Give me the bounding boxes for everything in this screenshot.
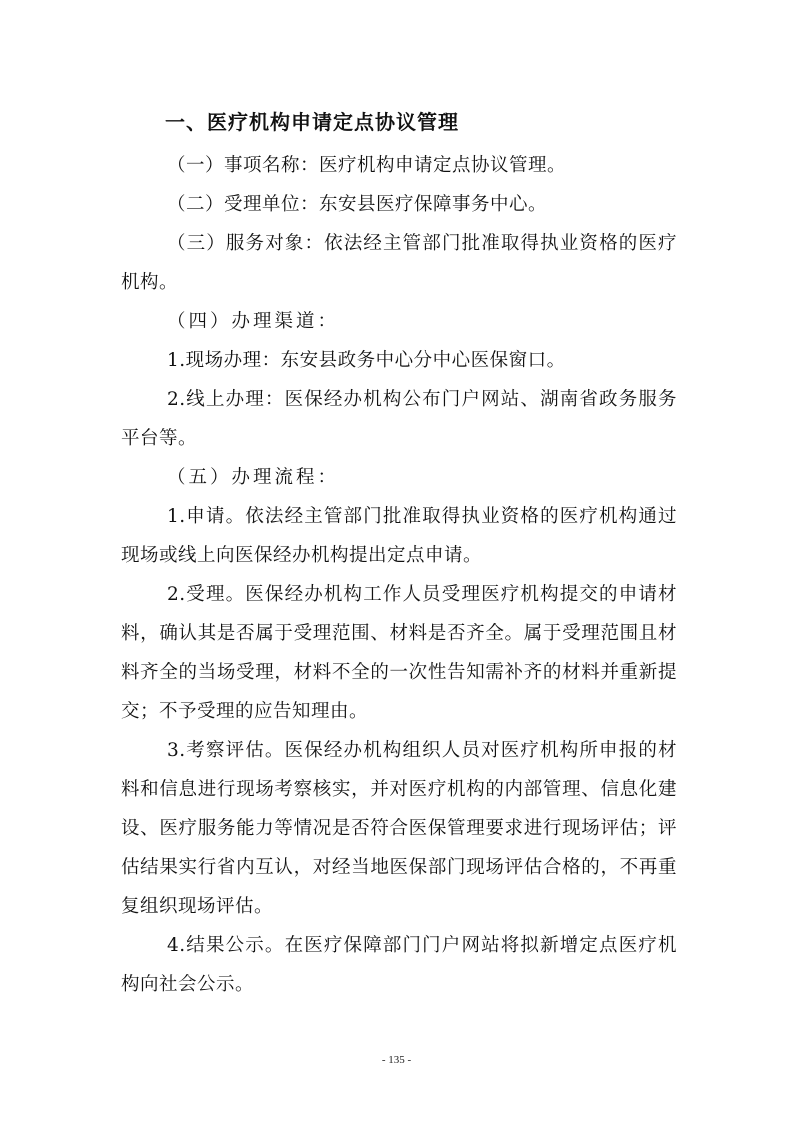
paragraph-process-heading: （五）办理流程： bbox=[167, 467, 340, 488]
paragraph-step-evaluate: 3.考察评估。医保经办机构组织人员对医疗机构所申报的材料和信息进行现场考察核实，并对医疗机构的内部管理、信息化建设、医疗服务能力等情况是否符合医保管理要求进行现场评估；评估结果实行省内互认，对经当地医保部门现场评估合格的，不再重复组织现场评估。 bbox=[121, 740, 677, 917]
paragraph-onsite-handling: 1.现场办理：东安县政务中心分中心医保窗口。 bbox=[167, 350, 566, 371]
document-body bbox=[121, 146, 677, 1004]
paragraph-service-target: （三）服务对象：依法经主管部门批准取得执业资格的医疗机构。 bbox=[121, 233, 677, 293]
paragraph-online-handling: 2.线上办理：医保经办机构公布门户网站、湖南省政务服务平台等。 bbox=[121, 389, 677, 449]
paragraph-channels-heading: （四）办理渠道： bbox=[167, 311, 340, 332]
paragraph-step-accept: 2.受理。医保经办机构工作人员受理医疗机构提交的申请材料，确认其是否属于受理范围、材料是否齐全。属于受理范围且材料齐全的当场受理，材料不全的一次性告知需补齐的材料并重新提交；不予受理的应告知理由。 bbox=[121, 584, 677, 722]
paragraph-item-name: （一）事项名称：医疗机构申请定点协议管理。 bbox=[167, 155, 567, 176]
section-title: 一、医疗机构申请定点协议管理 bbox=[165, 110, 459, 134]
paragraph-step-apply: 1.申请。依法经主管部门批准取得执业资格的医疗机构通过现场或线上向医保经办机构提出定点申请。 bbox=[121, 506, 677, 566]
paragraph-step-publicize: 4.结果公示。在医疗保障部门门户网站将拟新增定点医疗机构向社会公示。 bbox=[121, 935, 677, 995]
page-number: - 135 - bbox=[381, 1054, 412, 1066]
paragraph-accepting-unit: （二）受理单位：东安县医疗保障事务中心。 bbox=[167, 194, 548, 215]
